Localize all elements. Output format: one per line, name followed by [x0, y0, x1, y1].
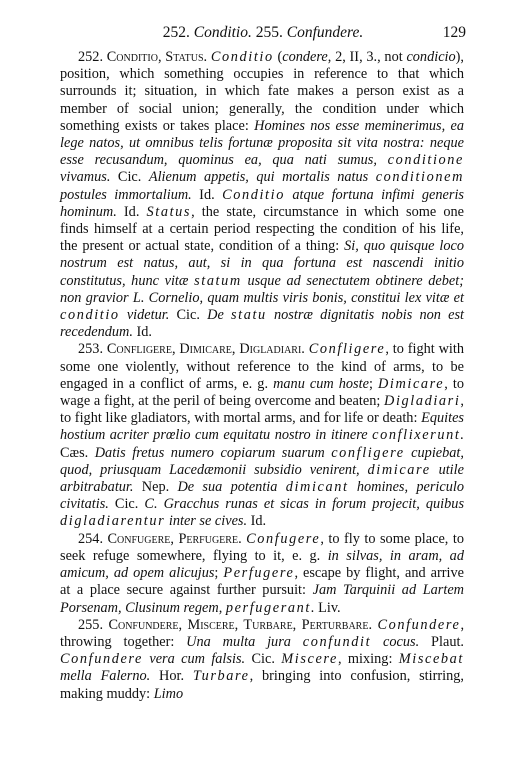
spaced-term: confligere [331, 444, 405, 461]
latin-quote: Equites hostium acriter prœlio cum equitatu nostro in itinere [60, 410, 464, 444]
spaced-term: conditio [60, 307, 120, 324]
entry-254 [60, 531, 464, 617]
entry-253 [60, 341, 464, 530]
latin-quote: De sua potentia [177, 479, 286, 496]
spaced-term: statu [231, 307, 267, 324]
spaced-term: Status [146, 203, 192, 220]
entry-headword: Confligere, Dimicare, Digladiari. [106, 341, 305, 358]
entry-255 [60, 617, 464, 703]
spaced-term: statum [194, 272, 242, 289]
latin-quote: postules immortalium. [60, 186, 192, 203]
latin-quote: Limo [153, 685, 184, 702]
latin-quote: . [310, 599, 315, 616]
text-run: Cæs. [60, 444, 95, 461]
text-run: 252. [78, 49, 107, 65]
latin-quote: condicio [406, 49, 456, 65]
text-run: , escape by flight, and arrive at a place secure against further pursuit: [60, 565, 464, 599]
latin-quote: cocus. [371, 633, 420, 650]
text-run: Nep. [133, 479, 178, 496]
latin-quote: C. Gracchus runas et sicas in forum projecit, quibus [144, 496, 465, 513]
entry-headword: Confugere, Perfugere. [107, 530, 242, 547]
spaced-term: dimicare [367, 461, 431, 478]
text-run: 254. [78, 530, 108, 547]
text-run: , 2, II, 3., not [327, 49, 407, 65]
latin-quote: inter se cives. [165, 513, 248, 530]
spaced-term: Perfugere [223, 565, 295, 582]
text-run: Cic. [108, 496, 145, 513]
text-run: , to wage a fight, at the peril of being overcome and beaten; [60, 375, 465, 410]
entry-headword: Conditio, Status. [106, 49, 208, 65]
header-num2: 255. [255, 24, 283, 41]
text-run: Cic. [169, 307, 208, 324]
spaced-term: Confundere [60, 651, 143, 668]
latin-quote: videtur. [119, 307, 170, 324]
text-run: Id. [191, 186, 223, 203]
latin-quote: vivamus. [60, 169, 111, 186]
text-run: , to fight with some one violently, without reference to the kind of arms, to be engaged in a conflict of arms, e. g. [60, 341, 464, 392]
spaced-term: Turbare [192, 668, 250, 685]
text-run: Plaut. [419, 633, 465, 650]
spaced-term: conflixerunt [372, 427, 461, 444]
spaced-term: conditione [387, 152, 464, 169]
latin-quote: Homines nos esse meminerimus, ea lege natos, ut omnibus telis fortunæ proposita sit vita nostra: neque esse recusandum, quominus ea, qua nati sumus, [60, 117, 464, 169]
spaced-term: perfugerant [225, 599, 311, 616]
text-run: , to fly to some place, to seek refuge somewhere, flying to it, e. g. [60, 530, 464, 564]
running-header [60, 24, 466, 44]
spaced-term: Confundere [377, 616, 461, 633]
latin-quote: mella Falerno. [60, 668, 151, 685]
text-run: , the state, circumstance in which some one finds himself at a certain period respecting the condition of his life, the present or actual state, condition of a thing: [60, 203, 464, 255]
latin-quote: nostræ dignitatis nobis non est recedendum. [60, 307, 464, 341]
text-run: ; [368, 375, 378, 392]
spaced-term: Dimicare [377, 375, 445, 392]
header-word2: Confundere. [286, 24, 364, 41]
spaced-term: confundit [302, 633, 372, 650]
latin-quote: vera cum falsis. [142, 651, 246, 668]
body-text [60, 49, 464, 703]
latin-quote: homines, periculo civitatis. [60, 479, 464, 513]
latin-quote: usque ad senectutem obtinere debet; non gravior L. Cornelio, quam multis viris bonis, constitui lex vitæ et [60, 272, 465, 306]
header-num1: 252. [162, 24, 190, 41]
latin-quote: manu cum hoste [273, 375, 369, 392]
text-run: , throwing together: [60, 616, 465, 650]
latin-quote: Una multa jura [186, 633, 303, 650]
latin-quote: atque fortuna infimi generis hominum. [60, 186, 464, 220]
latin-quote: De [207, 307, 231, 324]
text-run: Id. [247, 513, 267, 530]
spaced-term: Conditio [210, 49, 274, 65]
header-title [60, 24, 466, 42]
page-number: 129 [442, 24, 466, 41]
text-run: 255. [78, 616, 109, 633]
text-run: ; [214, 565, 224, 582]
text-run: Hor. [150, 668, 193, 685]
latin-quote: utile arbitrabatur. [60, 461, 464, 496]
latin-quote: cupiebat, quod, priusquam Lacedæmonii subsidio venirent, [60, 444, 464, 478]
spaced-term: Conditio [222, 186, 285, 203]
latin-quote: . [460, 427, 464, 444]
latin-quote: Alienum appetis, qui mortalis natus [148, 169, 376, 186]
text-run: Cic. [245, 651, 282, 668]
latin-quote: Jam Tarquinii ad Lartem Porsenam, Clusinum regem, [60, 582, 465, 616]
spaced-term: conditionem [375, 169, 464, 186]
header-word1: Conditio. [193, 24, 252, 41]
spaced-term: Miscere [281, 651, 338, 668]
spaced-term: Miscebat [398, 651, 464, 668]
latin-quote: Datis fretus numero copiarum suarum [94, 444, 332, 461]
text-run: , mixing: [337, 651, 399, 668]
text-run: ), position, which something occupies in reference to that which surrounds it; situation, in which fate makes a person exist as a member of social union; generally, the condition under which something exists or takes place: [60, 49, 465, 134]
entry-252 [60, 49, 464, 341]
text-run: Id. [132, 324, 152, 341]
text-run: , bringing into confusion, stirring, making muddy: [60, 668, 464, 702]
latin-quote: condere [282, 49, 328, 65]
spaced-term: Confugere [246, 530, 321, 547]
text-run: Id. [116, 203, 147, 220]
latin-quote: in silvas, in aram, ad amicum, ad opem alicujus [60, 547, 464, 582]
spaced-term: Digladiari [384, 393, 461, 410]
text-run: ( [273, 49, 283, 65]
spaced-term: digladiarentur [60, 513, 166, 530]
spaced-term: dimicant [285, 479, 349, 496]
text-run: Cic. [110, 169, 149, 186]
spaced-term: Confligere [308, 341, 386, 358]
text-run: 253. [78, 341, 107, 358]
entry-headword: Confundere, Miscere, Turbare, Perturbare. [108, 616, 373, 633]
text-run: Liv. [314, 599, 341, 616]
text-run: , to fight like gladiators, with mortal arms, and for life or death: [60, 393, 464, 427]
latin-quote: Si, quo quisque loco nostrum est natus, aut, si in qua fortuna est nascendi initio constitutus, hunc vitæ [60, 238, 464, 289]
